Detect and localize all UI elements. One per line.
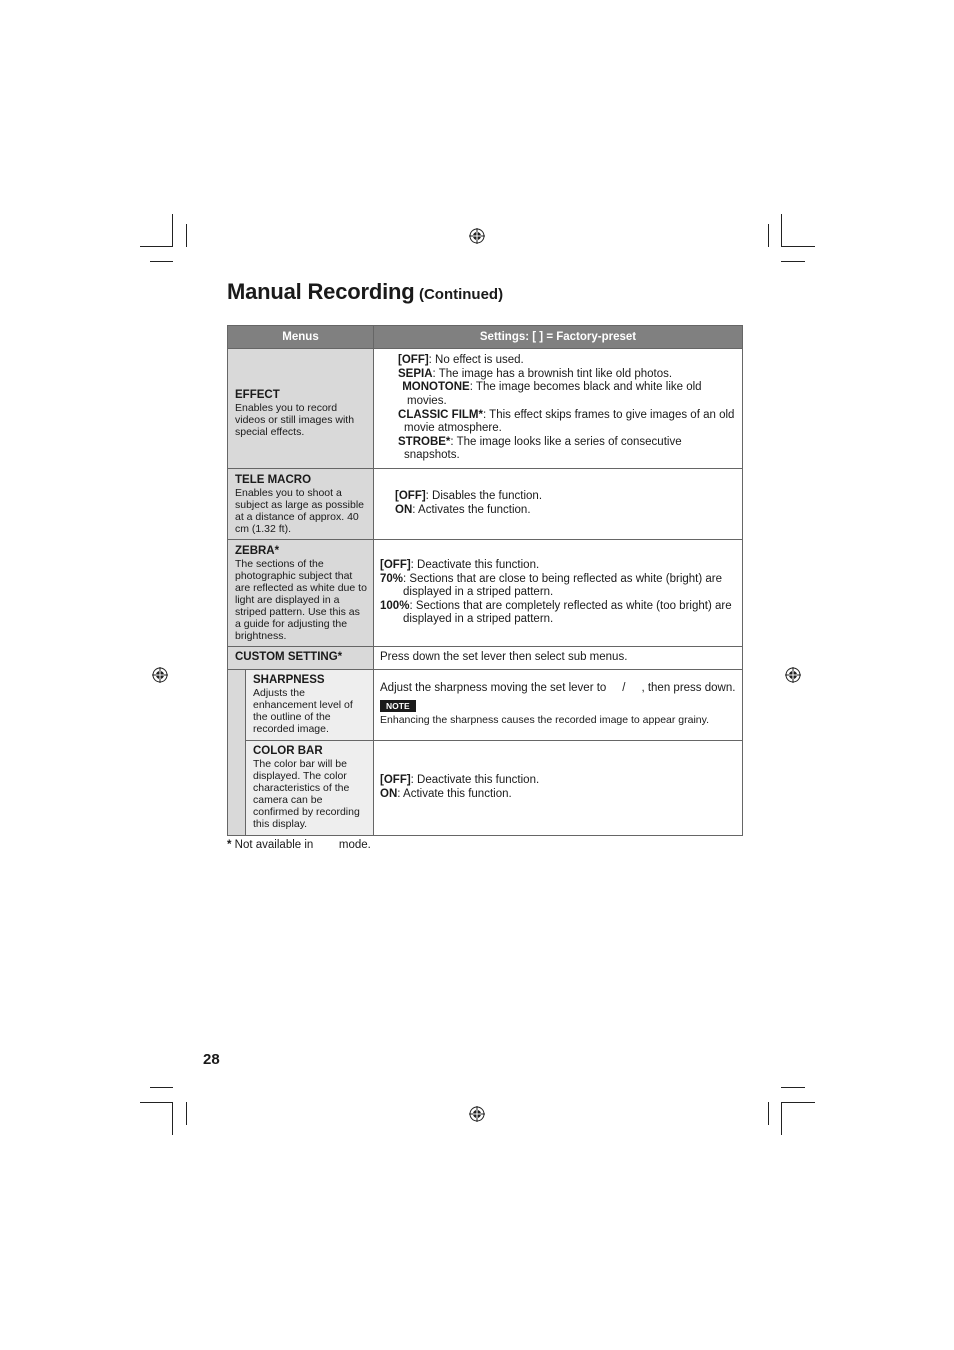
- footnote-star: *: [227, 839, 232, 851]
- setting-option: STROBE*: The image looks like a series of consecutive snapshots.: [398, 435, 682, 462]
- menu-description: Enables you to shoot a subject as large as possible at a distance of approx. 40 cm (1.32 ft).: [235, 486, 364, 535]
- menu-title: COLOR BAR: [253, 745, 323, 758]
- menu-title: EFFECT: [235, 389, 280, 401]
- menus-column-header: Menus: [228, 326, 374, 349]
- page-title: [227, 279, 503, 305]
- setting-option: [OFF]: No effect is used.: [398, 354, 524, 367]
- table-row-color-bar: [228, 740, 743, 835]
- menu-cell-custom-setting: [228, 647, 374, 670]
- menu-settings-table: [227, 325, 743, 836]
- settings-column-header: Settings: [ ] = Factory-preset: [374, 326, 743, 349]
- menu-title: SHARPNESS: [253, 674, 325, 687]
- page-title-main: Manual Recording: [227, 279, 415, 304]
- settings-cell-tele-macro: [374, 469, 743, 540]
- table-row-zebra: [228, 540, 743, 647]
- menu-description: Enables you to record videos or still images with special effects.: [235, 402, 355, 438]
- menu-description: Adjusts the enhancement level of the outline of the recorded image.: [253, 687, 353, 736]
- setting-option: MONOTONE: The image becomes black and white like old movies.: [402, 381, 702, 407]
- menu-cell-tele-macro: [228, 469, 374, 540]
- table-row-tele-macro: [228, 469, 743, 540]
- setting-option: 100%: Sections that are completely reflected as white (too bright) are displayed in a striped pattern.: [380, 599, 732, 626]
- setting-option: ON: Activate this function.: [380, 787, 512, 800]
- menu-title: CUSTOM SETTING*: [235, 651, 343, 664]
- menu-cell-effect: [228, 349, 374, 469]
- note-text: Enhancing the sharpness causes the recorded image to appear grainy.: [380, 713, 710, 726]
- table-row-custom-setting: [228, 647, 743, 670]
- table-row-sharpness: [228, 669, 743, 740]
- table-header-row: [228, 326, 743, 349]
- setting-option: [OFF]: Deactivate this function.: [380, 559, 540, 572]
- setting-option: ON: Activates the function.: [395, 504, 531, 516]
- footnote-text: Not available in mode.: [231, 839, 371, 851]
- submenu-indent: [228, 669, 246, 835]
- settings-cell-effect: [374, 349, 743, 469]
- registration-mark-icon: [469, 228, 485, 244]
- setting-option: 70%: Sections that are close to being reflected as white (bright) are displayed in a striped pattern.: [380, 572, 723, 599]
- submenu-cell-color-bar: [246, 740, 374, 835]
- setting-option: SEPIA: The image has a brownish tint like old photos.: [398, 367, 673, 380]
- registration-mark-icon: [469, 1106, 485, 1122]
- setting-text: Adjust the sharpness moving the set lever to / , then press down.: [380, 682, 736, 695]
- note-badge: NOTE: [380, 700, 416, 712]
- menu-title: TELE MACRO: [235, 473, 312, 486]
- settings-cell-color-bar: [374, 740, 743, 835]
- settings-cell-custom-setting: Press down the set lever then select sub menus.: [374, 647, 743, 670]
- submenu-cell-sharpness: [246, 669, 374, 740]
- menu-description: The sections of the photographic subject that are reflected as white due to light are displayed in a striped pattern. Use this as a guide for adjusting the brightness.: [235, 557, 367, 642]
- setting-option: CLASSIC FILM*: This effect skips frames to give images of an old movie atmosphere.: [398, 408, 735, 435]
- settings-cell-sharpness: [374, 669, 743, 740]
- footnote: [227, 839, 371, 851]
- menu-cell-zebra: [228, 540, 374, 647]
- registration-mark-icon: [152, 667, 168, 683]
- page-number: 28: [203, 1051, 220, 1068]
- menu-description: The color bar will be displayed. The color characteristics of the camera can be confirmed by recording this display.: [253, 758, 360, 831]
- page-title-continued: (Continued): [418, 286, 504, 303]
- registration-mark-icon: [785, 667, 801, 683]
- setting-option: [OFF]: Deactivate this function.: [380, 774, 540, 786]
- table-row-effect: [228, 349, 743, 469]
- settings-cell-zebra: [374, 540, 743, 647]
- menu-title: ZEBRA*: [235, 544, 280, 557]
- setting-option: [OFF]: Disables the function.: [395, 490, 543, 503]
